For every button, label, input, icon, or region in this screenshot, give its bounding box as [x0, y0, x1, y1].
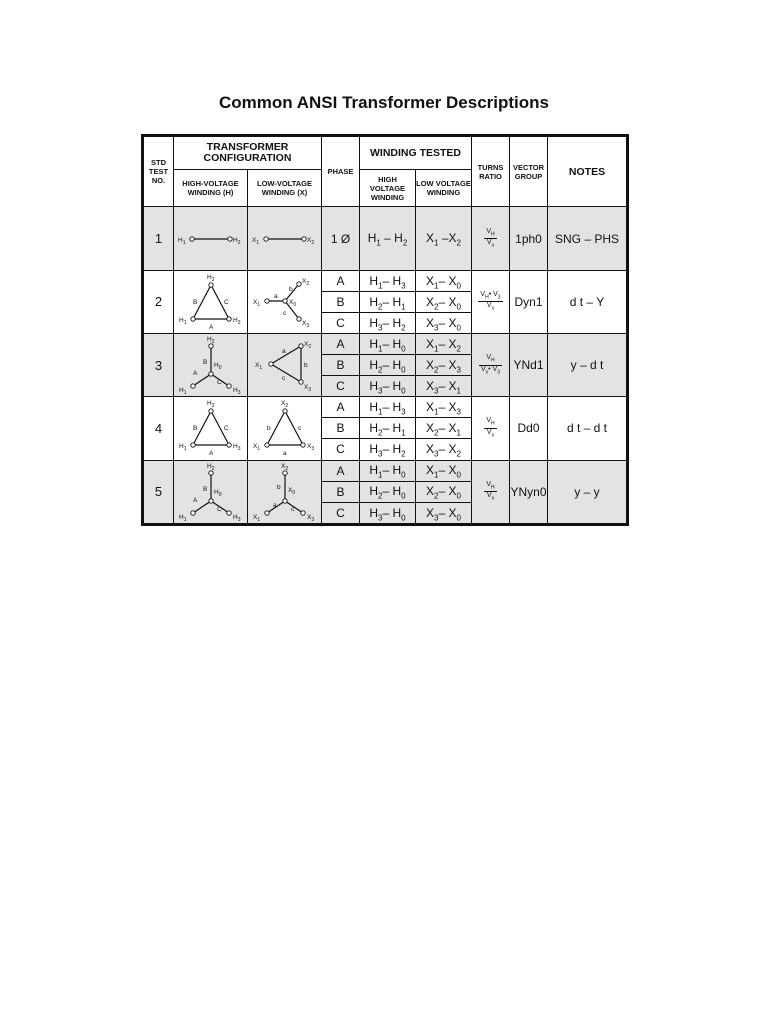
low-winding-cell — [416, 355, 472, 376]
terminal-node — [264, 511, 268, 515]
phase-cell: C — [322, 439, 360, 460]
terminal-node — [298, 380, 302, 384]
diagram-label: $X_2$ — [280, 462, 288, 472]
test-number: 5 — [144, 460, 174, 524]
winding-diagram — [175, 271, 247, 333]
high-winding-cell — [360, 397, 416, 418]
phase-cell: C — [322, 502, 360, 523]
winding-diagram — [250, 228, 320, 250]
phase-cell: 1 Ø — [322, 207, 360, 270]
hv-diagram-cell — [174, 333, 248, 396]
winding-text: $H_3-$ $H_0$ — [369, 378, 406, 396]
winding-text: $X_1-$ $X_0$ — [426, 463, 461, 480]
low-winding-cell — [416, 502, 472, 523]
diagram-label: A — [208, 323, 213, 331]
phase-cell: B — [322, 418, 360, 439]
diagram-label: a — [273, 292, 278, 300]
terminal-node — [301, 236, 305, 240]
winding-line — [271, 364, 301, 382]
terminal-node — [190, 443, 194, 447]
winding-text: $H_2-$ $H_1$ — [369, 294, 406, 311]
turns-ratio-cell — [472, 207, 510, 270]
terminal-node — [208, 409, 212, 413]
diagram-label: $H_2$ — [206, 273, 214, 283]
turns-ratio-fraction — [478, 291, 502, 313]
diagram-label: A — [208, 450, 213, 458]
hv-diagram-cell — [174, 207, 248, 270]
terminal-node — [208, 283, 212, 287]
high-winding-cell — [360, 312, 416, 333]
high-winding-cell — [360, 502, 416, 523]
terminal-node — [190, 384, 194, 388]
winding-text: $X_3-$ $X_2$ — [426, 442, 461, 459]
winding-text: $H_1-$ $H_0$ — [369, 463, 406, 480]
winding-diagram — [249, 397, 321, 459]
terminal-node — [300, 443, 304, 447]
header-winding-tested: WINDING TESTED — [360, 137, 472, 170]
phase-cell: B — [322, 291, 360, 312]
diagram-label: $X_1$ — [251, 236, 259, 246]
winding-text: $H_2-$ $H_0$ — [369, 484, 406, 501]
terminal-node — [226, 443, 230, 447]
vector-group-cell: YNd1 — [510, 333, 548, 396]
phase-cell: A — [322, 333, 360, 354]
turns-ratio-cell — [472, 333, 510, 396]
winding-text: $X_3-$ $X_0$ — [426, 505, 461, 523]
phase-cell: A — [322, 270, 360, 291]
winding-text: $X_2-$ $X_1$ — [426, 421, 461, 438]
terminal-node — [190, 317, 194, 321]
phase-cell: A — [322, 397, 360, 418]
hv-diagram-cell — [174, 460, 248, 524]
diagram-label: $X_2$ — [280, 400, 288, 410]
header-vector: VECTOR GROUP — [510, 137, 548, 207]
turns-ratio-cell — [472, 460, 510, 524]
terminal-node — [268, 362, 272, 366]
turns-denominator: $V_x$ — [486, 492, 495, 502]
diagram-label: $X_2$ — [306, 236, 314, 246]
terminal-node — [282, 499, 286, 503]
turns-numerator: $V_H$ — [486, 227, 495, 237]
turns-ratio-cell — [472, 397, 510, 460]
diagram-label: $X_3$ — [306, 513, 314, 523]
ansi-table — [141, 134, 629, 526]
diagram-label: C — [216, 379, 222, 387]
terminal-node — [208, 372, 212, 376]
terminal-node — [264, 443, 268, 447]
terminal-node — [263, 236, 267, 240]
turns-ratio-fraction — [479, 354, 502, 376]
test-number: 4 — [144, 397, 174, 460]
lv-diagram-cell — [248, 207, 322, 270]
low-winding-cell — [416, 418, 472, 439]
terminal-node — [296, 282, 300, 286]
test-number: 2 — [144, 270, 174, 333]
turns-denominator: $V_x$ — [486, 428, 495, 439]
winding-text: $H_1 - H_2$ — [367, 231, 408, 248]
winding-diagram — [176, 228, 246, 250]
phase-cell: B — [322, 355, 360, 376]
turns-ratio-fraction — [484, 481, 496, 503]
hv-diagram-cell — [174, 397, 248, 460]
header-lv-winding: LOW-VOLTAGE WINDING (X) — [248, 170, 322, 207]
winding-text: $H_1-$ $H_3$ — [369, 400, 406, 417]
turns-numerator: $V_H•$ $V_3$ — [480, 290, 501, 301]
diagram-label: c — [282, 309, 286, 317]
diagram-label: $H_2$ — [232, 236, 240, 246]
header-phase: PHASE — [322, 137, 360, 207]
winding-text: $X_2-$ $X_0$ — [426, 484, 461, 501]
winding-text: $X_1-$ $X_0$ — [426, 273, 461, 290]
winding-text: $X_1-$ $X_3$ — [426, 400, 461, 417]
turns-denominator: $V_x$ — [486, 239, 495, 249]
phase-cell: C — [322, 376, 360, 397]
header-hv-winding: HIGH-VOLTAGE WINDING (H) — [174, 170, 248, 207]
high-winding-cell — [360, 270, 416, 291]
table-row — [144, 333, 627, 354]
winding-text: $X_3-$ $X_0$ — [426, 315, 461, 333]
table-row — [144, 460, 627, 481]
diagram-label: A — [192, 496, 197, 504]
winding-text: $H_2-$ $H_1$ — [369, 421, 406, 438]
high-winding-cell — [360, 207, 416, 270]
winding-diagram — [175, 397, 247, 459]
table-row — [144, 397, 627, 418]
terminal-node — [226, 511, 230, 515]
low-winding-cell — [416, 460, 472, 481]
terminal-node — [296, 317, 300, 321]
winding-text: $X_2-$ $X_0$ — [426, 294, 461, 311]
winding-diagram — [249, 271, 321, 333]
diagram-label: $H_3$ — [232, 387, 240, 397]
winding-text: $X_3-$ $X_1$ — [426, 378, 461, 396]
diagram-label: b — [276, 483, 281, 491]
terminal-node — [208, 499, 212, 503]
terminal-node — [189, 236, 193, 240]
winding-text: $H_2-$ $H_0$ — [369, 357, 406, 375]
turns-ratio-fraction — [484, 417, 496, 439]
diagram-label: $X_1$ — [254, 362, 262, 372]
phase-cell: B — [322, 481, 360, 502]
table-row — [144, 270, 627, 291]
diagram-label: $X_1$ — [252, 443, 260, 453]
header-turns: TURNS RATIO — [472, 137, 510, 207]
diagram-label: A — [192, 370, 197, 378]
diagram-label: $H_3$ — [232, 316, 240, 326]
diagram-label: c — [297, 425, 301, 433]
notes-cell: d t – d t — [548, 397, 627, 460]
turns-numerator: $V_H$ — [479, 354, 502, 365]
low-winding-cell — [416, 270, 472, 291]
diagram-label: $X_3$ — [306, 443, 314, 453]
turns-numerator: $V_H$ — [486, 417, 495, 427]
low-winding-cell — [416, 481, 472, 502]
header-std: STD TEST NO. — [144, 137, 174, 207]
test-number: 3 — [144, 333, 174, 396]
diagram-label: B — [192, 298, 197, 306]
winding-text: $H_3-$ $H_2$ — [369, 442, 406, 459]
lv-diagram-cell — [248, 460, 322, 524]
phase-cell: C — [322, 312, 360, 333]
terminal-node — [298, 344, 302, 348]
diagram-label: b — [288, 285, 293, 293]
terminal-node — [282, 409, 286, 413]
notes-cell: SNG – PHS — [548, 207, 627, 270]
header-config: TRANSFORMER CONFIGURATION — [174, 137, 322, 170]
diagram-label: a — [282, 450, 287, 458]
header-low-winding: LOW VOLTAGE WINDING — [416, 170, 472, 207]
notes-cell: d t – Y — [548, 270, 627, 333]
diagram-label: $H_1$ — [178, 387, 186, 397]
lv-diagram-cell — [248, 397, 322, 460]
terminal-node — [282, 299, 286, 303]
low-winding-cell — [416, 312, 472, 333]
notes-cell: y – y — [548, 460, 627, 524]
turns-numerator: $V_H$ — [486, 480, 495, 491]
diagram-label: C — [216, 505, 222, 513]
test-number: 1 — [144, 207, 174, 270]
diagram-label: $X_1$ — [252, 298, 260, 308]
diagram-label: a — [281, 348, 286, 356]
terminal-node — [226, 317, 230, 321]
winding-text: $X_1$ $-X_2$ — [426, 231, 461, 248]
diagram-label: $H_1$ — [178, 513, 186, 523]
diagram-label: $H_0$ — [213, 362, 221, 372]
diagram-label: $H_1$ — [178, 443, 186, 453]
diagram-label: B — [202, 359, 207, 367]
diagram-label: c — [281, 375, 285, 383]
page-title: Common ANSI Transformer Descriptions — [219, 93, 549, 112]
winding-text: $H_3-$ $H_0$ — [369, 505, 406, 523]
winding-text: $X_2-$ $X_3$ — [426, 357, 461, 375]
diagram-label: $X_0$ — [287, 486, 295, 496]
terminal-node — [226, 384, 230, 388]
diagram-label: B — [192, 425, 197, 433]
diagram-label: $X_3$ — [301, 319, 309, 329]
high-winding-cell — [360, 355, 416, 376]
diagram-label: c — [290, 505, 294, 513]
low-winding-cell — [416, 397, 472, 418]
low-winding-cell — [416, 376, 472, 397]
high-winding-cell — [360, 376, 416, 397]
high-winding-cell — [360, 439, 416, 460]
diagram-label: $X_2$ — [301, 277, 309, 287]
winding-text: $H_3-$ $H_2$ — [369, 315, 406, 333]
vector-group-cell: YNyn0 — [510, 460, 548, 524]
turns-denominator: $V_x$ — [486, 302, 495, 312]
terminal-node — [300, 511, 304, 515]
terminal-node — [264, 299, 268, 303]
high-winding-cell — [360, 460, 416, 481]
turns-denominator: $V_x•$ $V_3$ — [480, 365, 501, 375]
low-winding-cell — [416, 439, 472, 460]
winding-diagram — [175, 461, 247, 523]
diagram-label: $X_0$ — [288, 298, 296, 308]
diagram-label: $X_2$ — [303, 341, 311, 351]
diagram-label: C — [223, 298, 229, 306]
diagram-label: $H_0$ — [213, 488, 221, 498]
header-high-winding: HIGH VOLTAGE WINDING — [360, 170, 416, 207]
winding-text: $X_1-$ $X_2$ — [426, 336, 461, 354]
winding-diagram — [249, 461, 321, 523]
hv-diagram-cell — [174, 270, 248, 333]
winding-text: $H_1-$ $H_0$ — [369, 336, 406, 354]
diagram-label: B — [202, 485, 207, 493]
header-notes: NOTES — [548, 137, 627, 207]
diagram-label: $X_1$ — [252, 513, 260, 523]
winding-diagram — [175, 334, 247, 396]
winding-diagram — [249, 334, 321, 396]
vector-group-cell: Dyn1 — [510, 270, 548, 333]
low-winding-cell — [416, 207, 472, 270]
high-winding-cell — [360, 418, 416, 439]
diagram-label: $H_3$ — [232, 443, 240, 453]
diagram-label: C — [223, 425, 229, 433]
diagram-label: $H_1$ — [178, 316, 186, 326]
diagram-label: a — [272, 501, 277, 509]
high-winding-cell — [360, 481, 416, 502]
phase-cell: A — [322, 460, 360, 481]
diagram-label: $H_3$ — [232, 513, 240, 523]
diagram-label: $H_2$ — [206, 462, 214, 472]
lv-diagram-cell — [248, 333, 322, 396]
high-winding-cell — [360, 333, 416, 354]
diagram-label: $H_1$ — [177, 236, 185, 246]
winding-text: $H_1-$ $H_3$ — [369, 273, 406, 290]
terminal-node — [227, 236, 231, 240]
low-winding-cell — [416, 333, 472, 354]
vector-group-cell: Dd0 — [510, 397, 548, 460]
high-winding-cell — [360, 291, 416, 312]
diagram-label: $H_2$ — [206, 400, 214, 410]
vector-group-cell: 1ph0 — [510, 207, 548, 270]
diagram-label: b — [303, 362, 308, 370]
diagram-label: $H_2$ — [206, 336, 214, 346]
table-row — [144, 207, 627, 270]
turns-ratio-cell — [472, 270, 510, 333]
winding-line — [271, 346, 301, 364]
lv-diagram-cell — [248, 270, 322, 333]
diagram-label: b — [266, 425, 271, 433]
terminal-node — [190, 511, 194, 515]
diagram-label: $X_3$ — [303, 384, 311, 394]
notes-cell: y – d t — [548, 333, 627, 396]
turns-ratio-fraction — [484, 228, 496, 250]
low-winding-cell — [416, 291, 472, 312]
